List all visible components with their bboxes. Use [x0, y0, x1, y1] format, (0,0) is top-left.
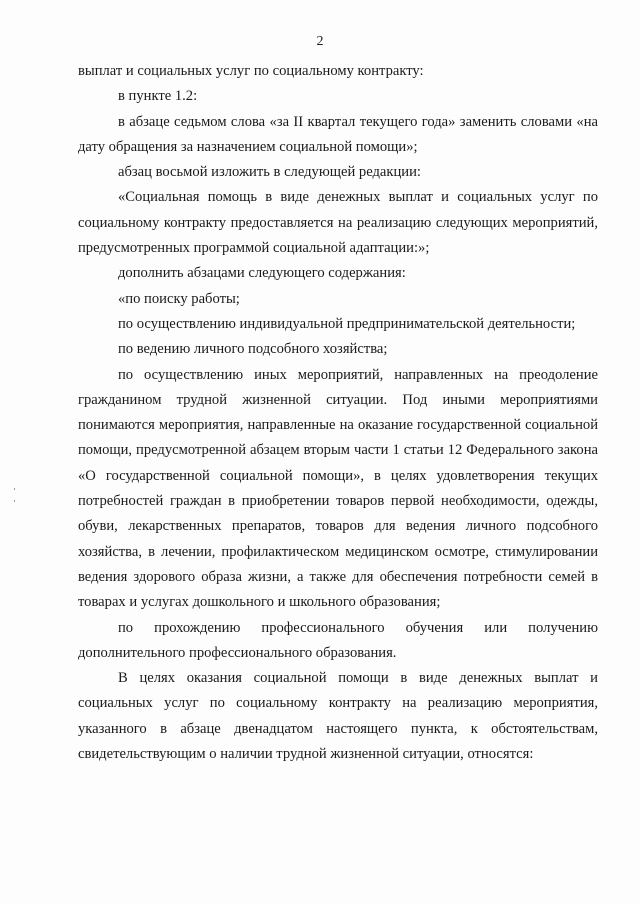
paragraph: дополнить абзацами следующего содержания: — [118, 265, 406, 282]
paragraph: по прохождению профессионального обучения или получению дополнительного профессионального образования. — [78, 619, 598, 661]
scan-mark — [14, 500, 15, 502]
paragraph: по осуществлению индивидуальной предпринимательской деятельности; — [118, 315, 576, 332]
paragraph: «Социальная помощь в виде денежных выплат и социальных услуг по социальному контракту предоставляется на реализацию следующих мероприятий, предусмотренных программой социальной адаптации:»; — [78, 189, 598, 257]
paragraph: В целях оказания социальной помощи в виде денежных выплат и социальных услуг по социальному контракту на реализацию мероприятия, указанного в абзаце двенадцатом настоящего пункта, к обстоятельствам, свидетельствующим о наличии трудной жизненной ситуации, относятся: — [78, 670, 598, 763]
paragraph: «по поиску работы; — [118, 290, 240, 307]
paragraph: абзац восьмой изложить в следующей редакции: — [118, 164, 421, 181]
paragraph: в абзаце седьмом слова «за II квартал текущего года» заменить словами «на дату обращения за назначением социальной помощи»; — [78, 113, 598, 155]
paragraph: по ведению личного подсобного хозяйства; — [118, 341, 388, 358]
paragraph: по осуществлению иных мероприятий, направленных на преодоление гражданином трудной жизненной ситуации. Под иными мероприятиями понимаются мероприятия, направленные на оказание государственной социальной помощи, предусмотренной абзацем вторым части 1 статьи 12 Федерального закона «О государственной социальной помощи», в целях удовлетворения текущих потребностей граждан в приобретении товаров первой необходимости, одежды, обуви, лекарственных препаратов, товаров для ведения личного подсобного хозяйства, в лечении, профилактическом медицинском осмотре, стимулировании ведения здорового образа жизни, а также для обеспечения потребности семей в товарах и услугах дошкольного и школьного образования; — [78, 366, 598, 611]
paragraph: выплат и социальных услуг по социальному контракту: — [78, 63, 424, 79]
scan-mark — [14, 488, 15, 490]
paragraph: в пункте 1.2: — [118, 88, 198, 105]
document-body — [78, 59, 598, 767]
page-number: 2 — [316, 34, 324, 49]
